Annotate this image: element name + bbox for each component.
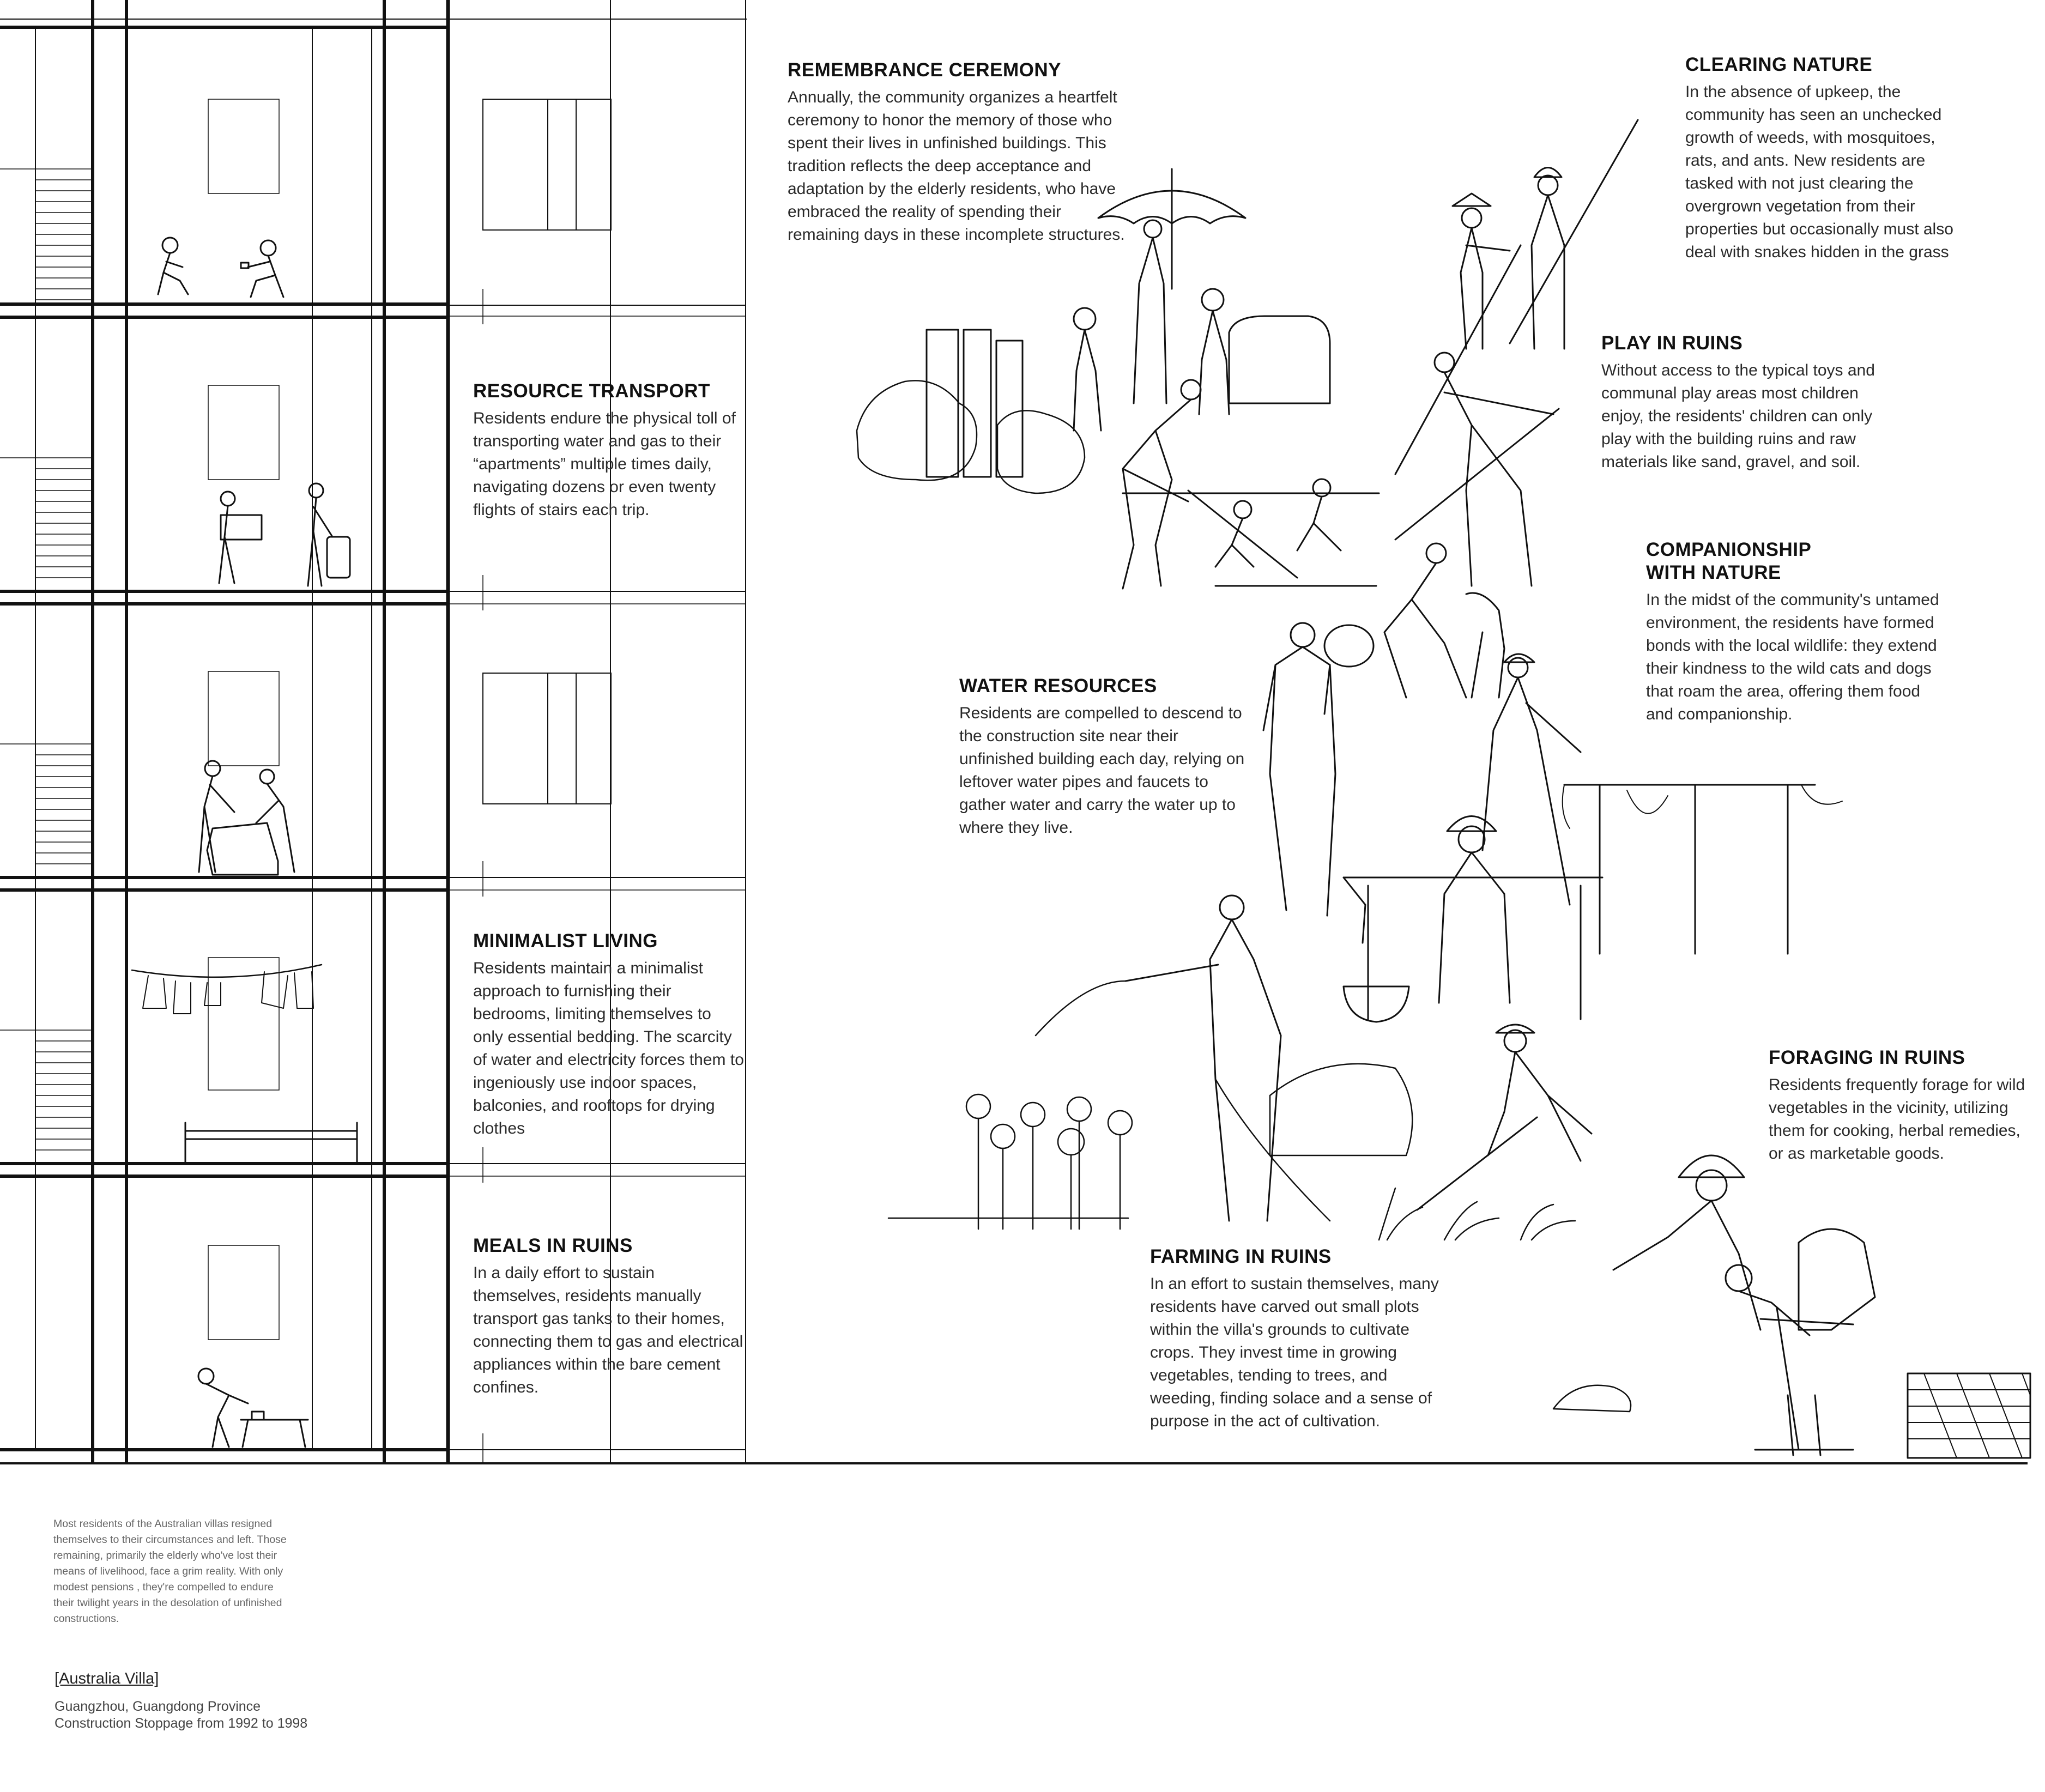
section-title: CLEARING NATURE: [1685, 54, 1873, 75]
section-text: Residents frequently forage for wild vegetables in the vicinity, utilizing them for cooking, herbal remedies, or as marketable goods.: [1769, 1076, 2025, 1163]
section-resource-transport: [473, 380, 746, 522]
section-text: In the midst of the community's untamed environment, the residents have formed bonds with the local wildlife: they extend their kindness to the wild cats and dogs that roam the area, offering them food and companionship.: [1646, 591, 1939, 723]
villa-location-block: [55, 1698, 307, 1732]
section-text: Residents are compelled to descend to the construction site near their unfinished building each day, relying on leftover water pipes and faucets to gather water and carry the water up to where they live.: [959, 704, 1245, 837]
section-title: MINIMALIST LIVING: [473, 930, 658, 952]
section-meals-in-ruins: [473, 1234, 746, 1399]
villa-construction-period: Construction Stoppage from 1992 to 1998: [55, 1716, 308, 1731]
section-play-in-ruins: [1601, 332, 1890, 474]
intro-text: Most residents of the Australian villas resigned themselves to their circumstances and left. Those remaining, primarily the elderly who've lost their means of livelihood, face a grim reality. With only modest pensions , they're compelled to endure their twilight years in the desolation of unfinished constructions.: [53, 1518, 287, 1625]
section-title: PLAY IN RUINS: [1601, 332, 1743, 354]
section-clearing-nature: [1685, 53, 1969, 264]
section-title-line1: COMPANIONSHIP: [1646, 539, 1812, 560]
villa-location: Guangzhou, Guangdong Province: [55, 1699, 261, 1714]
section-water-resources: [959, 675, 1256, 839]
section-title: [1646, 538, 1940, 584]
section-foraging-in-ruins: [1769, 1046, 2030, 1165]
section-title: RESOURCE TRANSPORT: [473, 380, 710, 402]
section-remembrance-ceremony: [788, 59, 1126, 246]
section-text: In the absence of upkeep, the community has seen an unchecked growth of weeds, with mosquitoes, rats, and ants. New residents are tasked with not just clearing the overgrown vegetation from their properties but occasionally must also deal with snakes hidden in the grass: [1685, 83, 1953, 261]
floor-scenes: [132, 238, 357, 1447]
section-text: In an effort to sustain themselves, many residents have carved out small plots within the villa's grounds to cultivate crops. They invest time in growing vegetables, tending to trees, and weeding, finding solace and a sense of purpose in the act of cultivation.: [1150, 1275, 1439, 1430]
section-farming-in-ruins: [1150, 1245, 1439, 1433]
villa-title: [Australia Villa]: [55, 1670, 159, 1687]
section-title: MEALS IN RUINS: [473, 1235, 633, 1256]
section-title: REMEMBRANCE CEREMONY: [788, 59, 1061, 81]
section-title-line2: WITH NATURE: [1646, 562, 1781, 583]
section-companionship-with-nature: [1646, 538, 1940, 726]
section-text: Annually, the community organizes a heartfelt ceremony to honor the memory of those who spent their lives in unfinished buildings. This tradition reflects the deep acceptance and adaptation by the elderly residents, who have embraced the reality of spending their remaining days in these incomplete structures.: [788, 88, 1125, 244]
section-title: FORAGING IN RUINS: [1769, 1047, 1965, 1068]
section-minimalist-living: [473, 930, 746, 1140]
section-text: Residents endure the physical toll of transporting water and gas to their “apartments” multiple times daily, navigating dozens or even twenty flights of stairs each trip.: [473, 409, 736, 519]
section-text: Without access to the typical toys and communal play areas most children enjoy, the residents' children can only play with the building ruins and raw materials like sand, gravel, and soil.: [1601, 361, 1875, 471]
section-text: In a daily effort to sustain themselves, residents manually transport gas tanks to their homes, connecting them to gas and electrical appliances within the bare cement confines.: [473, 1264, 743, 1396]
section-text: Residents maintain a minimalist approach to furnishing their bedrooms, limiting themselves to only essential bedding. The scarcity of water and electricity forces them to ingeniously use indoor spaces, balconies, and rooftops for drying clothes: [473, 959, 744, 1137]
section-title: WATER RESOURCES: [959, 675, 1157, 697]
section-title: FARMING IN RUINS: [1150, 1246, 1332, 1267]
